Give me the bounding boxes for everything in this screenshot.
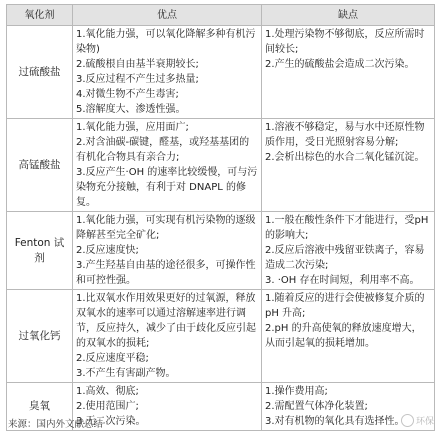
pro-item: 2.反应速度平稳;	[76, 353, 149, 364]
pro-item: 2.硫酸根自由基半衰期较长;	[76, 59, 199, 70]
watermark	[401, 414, 434, 427]
source-note: 来源：国内外文献总结	[8, 419, 104, 430]
pro-item: 4.对微生物不产生毒害;	[76, 89, 179, 100]
pros-cell	[73, 290, 262, 383]
oxidant-name: 臭氧	[7, 383, 73, 431]
header-agent: 氧化剂	[7, 5, 73, 26]
pro-item: 1.氧化能力强，可以氧化降解多种有机污染物)	[76, 29, 256, 55]
oxidant-name: 过氧化钙	[7, 290, 73, 383]
watermark-logo-icon	[401, 414, 414, 427]
pro-item: 1.氧化能力强，可实现有机污染物的逐级降解甚至完全矿化;	[76, 215, 256, 241]
oxidant-name: 过硫酸盐	[7, 26, 73, 119]
header-row	[7, 5, 435, 26]
cons-cell	[262, 119, 435, 212]
cons-cell	[262, 26, 435, 119]
pro-item: 2.对含油碳-碳键，醛基，或羟基基团的有机化合物具有亲合力;	[76, 137, 250, 163]
con-item: 3. ·OH 存在时间短，利用率不高。	[265, 275, 420, 286]
header-cons: 缺点	[262, 5, 435, 26]
cons-cell	[262, 290, 435, 383]
table-row	[7, 212, 435, 290]
con-item: 2.反应后溶液中残留亚铁离子，容易造成二次污染;	[265, 245, 425, 271]
con-item: 1.处理污染物不够彻底，反应所需时间较长;	[265, 29, 425, 55]
pro-item: 1.比双氧水作用效果更好的过氧源，释放双氧水的速率可以通过溶解速率进行调节，反应持久，减少了由于歧化反应引起的双氧水的损耗;	[76, 293, 256, 349]
pros-cell	[73, 26, 262, 119]
pro-item: 3.无二次污染。	[76, 416, 146, 427]
table-row	[7, 119, 435, 212]
pros-cell	[73, 119, 262, 212]
pro-item: 1.氧化能力强，应用面广;	[76, 122, 189, 133]
watermark-text: 环保	[415, 417, 434, 427]
con-item: 1.一般在酸性条件下才能进行，受pH 的影响大;	[265, 215, 429, 241]
con-item: 1.随着反应的进行会使被修复介质的pH 升高;	[265, 293, 425, 319]
pro-item: 3.不产生有害副产物。	[76, 368, 176, 379]
pros-cell	[73, 212, 262, 290]
pro-item: 3.反应产生·OH 的速率比较缓慢，可与污染物充分接触，有利于对 DNAPL 的修复。	[76, 167, 258, 208]
table-row	[7, 290, 435, 383]
cons-cell	[262, 212, 435, 290]
pro-item: 1.高效、彻底;	[76, 386, 139, 397]
con-item: 2.需配置气体净化装置;	[265, 401, 368, 412]
table-row	[7, 26, 435, 119]
con-item: 2.会析出棕色的水合二氧化锰沉淀。	[265, 152, 425, 163]
pro-item: 5.溶解度大、渗透性强。	[76, 104, 186, 115]
pro-item: 2.反应速度快;	[76, 245, 139, 256]
oxidant-comparison-table	[6, 4, 435, 431]
pro-item: 3.产生羟基自由基的途径很多，可操作性和可控性强。	[76, 260, 256, 286]
con-item: 3.对有机物的氧化具有选择性。	[265, 416, 405, 427]
con-item: 2.产生的硫酸盐会造成二次污染。	[265, 59, 415, 70]
oxidant-name: Fenton 试剂	[7, 212, 73, 290]
con-item: 1.操作费用高;	[265, 386, 328, 397]
con-item: 1.溶液不够稳定，易与水中还原性物质作用，受日光照射容易分解;	[265, 122, 425, 148]
con-item: 2.pH 的升高使氧的释放速度增大，从而引起氧的损耗增加。	[265, 323, 422, 349]
pro-item: 2.使用范围广;	[76, 401, 139, 412]
pro-item: 3.反应过程不产生过多热量;	[76, 74, 199, 85]
oxidant-name: 高锰酸盐	[7, 119, 73, 212]
header-pros: 优点	[73, 5, 262, 26]
